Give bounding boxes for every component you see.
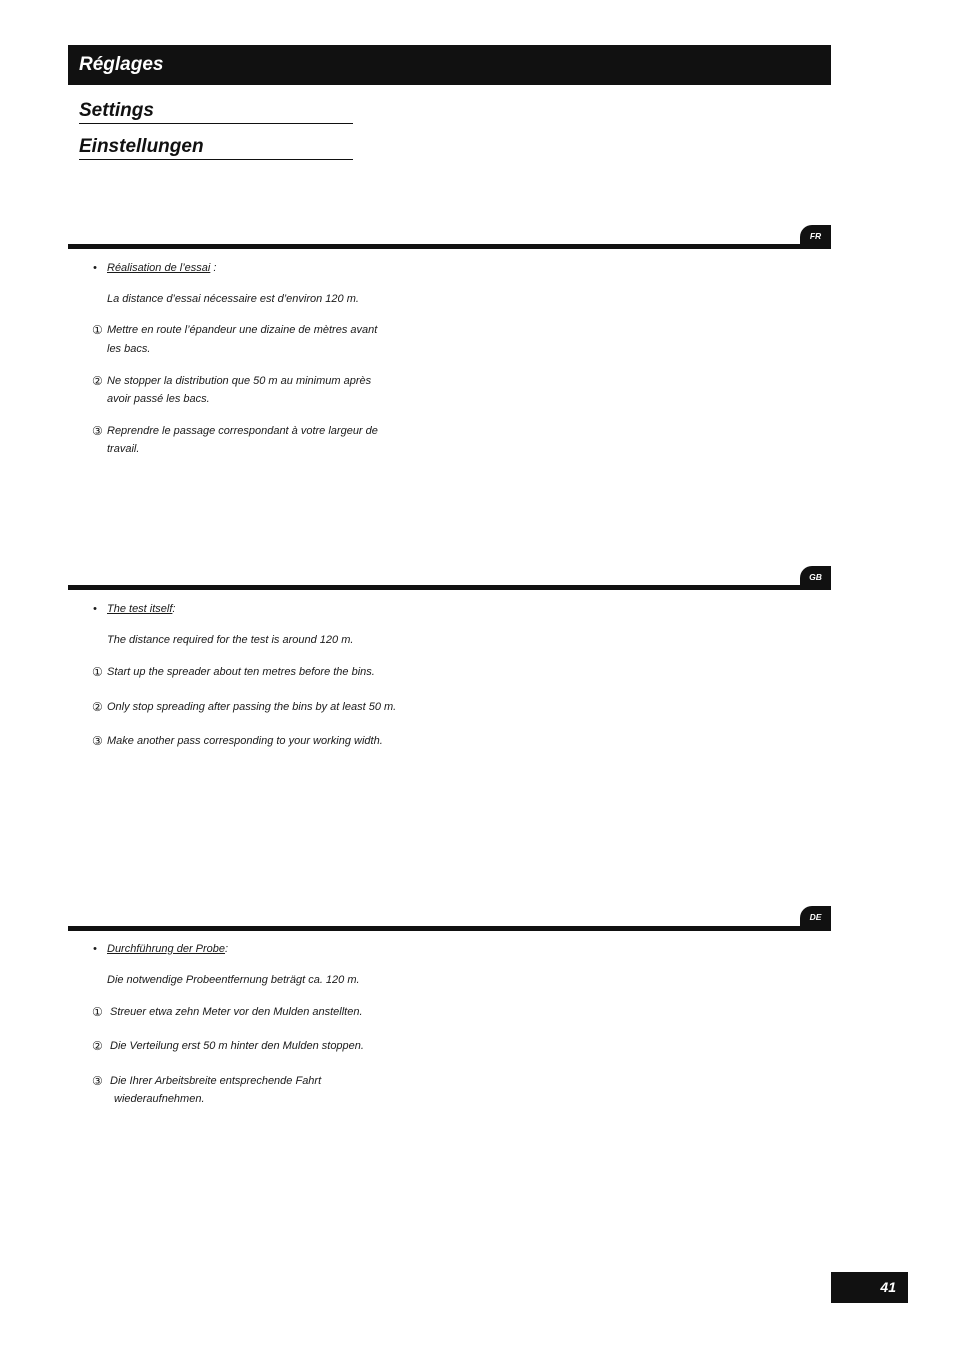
step-text: wiederaufnehmen.: [114, 1093, 205, 1105]
step-text: Mettre en route l’épandeur une dizaine de mètres avant: [107, 324, 378, 336]
step-text: Make another pass corresponding to your working width.: [107, 735, 383, 747]
section-intro-gb: The distance required for the test is around 120 m.: [107, 634, 354, 646]
subtitle-einstellungen: Einstellungen: [79, 135, 353, 160]
language-badge-fr: FR: [800, 225, 831, 247]
step-text: travail.: [107, 443, 140, 455]
bullet: •: [93, 262, 97, 274]
step-marker: ②: [92, 374, 103, 388]
section-heading-gb: [107, 601, 175, 617]
step-text: Streuer etwa zehn Meter vor den Mulden anstellten.: [110, 1006, 363, 1018]
step-marker: ②: [92, 1039, 103, 1053]
step-marker: ③: [92, 424, 103, 438]
step-text: Only stop spreading after passing the bins by at least 50 m.: [107, 701, 397, 713]
section-intro-fr: La distance d’essai nécessaire est d’environ 120 m.: [107, 293, 359, 305]
bullet: •: [93, 943, 97, 955]
header-bar: [68, 45, 831, 85]
section-heading-suffix: :: [225, 943, 229, 955]
page-number: 41: [831, 1272, 908, 1303]
bullet: •: [93, 603, 97, 615]
step-text: Die Verteilung erst 50 m hinter den Mulden stoppen.: [110, 1040, 364, 1052]
step-marker: ③: [92, 1074, 103, 1088]
section-intro-de: Die notwendige Probeentfernung beträgt ca. 120 m.: [107, 974, 360, 986]
section-heading-text: Durchführung der Probe: [107, 943, 226, 955]
section-heading-text: The test itself: [107, 603, 173, 615]
section-heading-suffix: :: [172, 603, 176, 615]
section-heading-text: Réalisation de l’essai: [107, 262, 211, 274]
step-text: les bacs.: [107, 343, 151, 355]
section-heading-fr: [107, 260, 216, 276]
section-rule-fr: [68, 244, 831, 249]
section-rule-de: [68, 926, 831, 931]
subtitle-settings: Settings: [79, 99, 353, 124]
step-text: Start up the spreader about ten metres before the bins.: [107, 666, 375, 678]
step-marker: ③: [92, 734, 103, 748]
step-text: avoir passé les bacs.: [107, 393, 210, 405]
step-text: Die Ihrer Arbeitsbreite entsprechende Fahrt: [110, 1075, 322, 1087]
step-text: Reprendre le passage correspondant à votre largeur de: [107, 425, 378, 437]
step-marker: ①: [92, 1005, 103, 1019]
language-badge-gb: GB: [800, 566, 831, 588]
section-heading-suffix: :: [210, 262, 217, 274]
step-marker: ①: [92, 665, 103, 679]
step-marker: ①: [92, 323, 103, 337]
section-rule-gb: [68, 585, 831, 590]
step-text: Ne stopper la distribution que 50 m au minimum après: [107, 375, 372, 387]
language-badge-de: DE: [800, 906, 831, 928]
section-heading-de: [107, 941, 228, 957]
page-title: Réglages: [79, 54, 164, 75]
step-marker: ②: [92, 700, 103, 714]
